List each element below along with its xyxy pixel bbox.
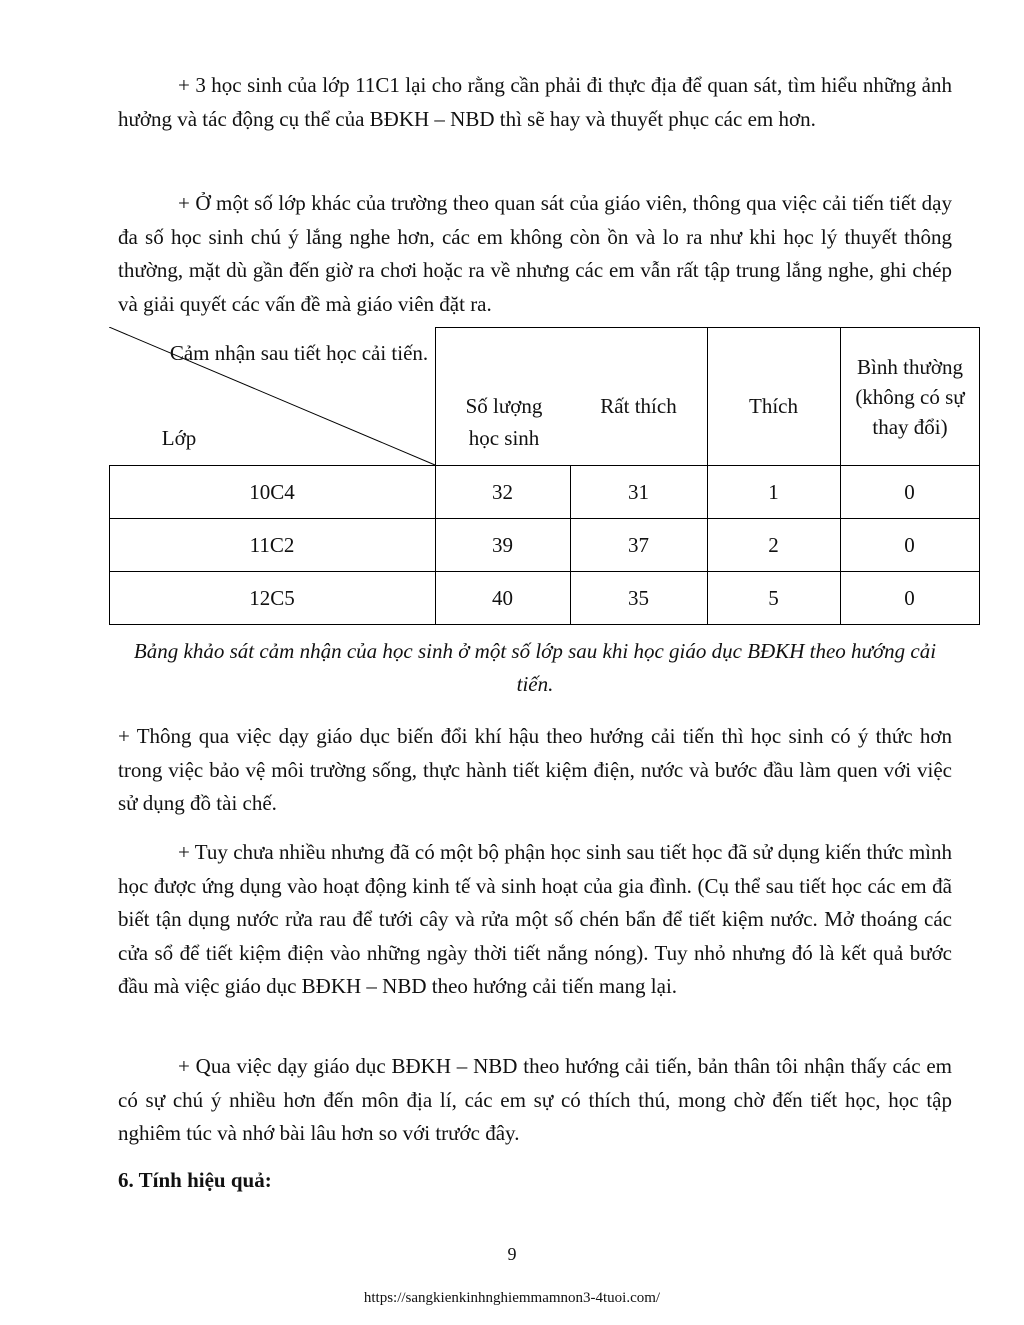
table-caption: Bảng khảo sát cảm nhận của học sinh ở một số lớp sau khi học giáo dục BĐKH theo hướng cải tiến.	[133, 639, 937, 696]
table-cell-normal: 0	[904, 585, 915, 610]
paragraph-3: + Thông qua việc dạy giáo dục biến đổi khí hậu theo hướng cải tiến thì học sinh có ý thức hơn trong việc bảo vệ môi trường sống, thực hành tiết kiệm điện, nước và bước đầu làm quen với việc sử dụng đồ tài chế.	[118, 724, 952, 815]
table-cell-like: 5	[768, 585, 779, 610]
paragraph-2: + Ở một số lớp khác của trường theo quan sát của giáo viên, thông qua việc cải tiến tiết dạy đa số học sinh chú ý lắng nghe hơn, các em không còn ồn và lo ra như khi học lý thuyết thông thường, mặt dù gần đến giờ ra chơi hoặc ra về nhưng các em vẫn rất tập trung lắng nghe, ghi chép và giải quyết các vấn đề mà giáo viên đặt ra.	[118, 191, 952, 316]
table-border-bottom	[109, 624, 980, 625]
page-number: 9	[507, 1244, 517, 1264]
table-cell-very-like: 31	[628, 479, 649, 504]
table-cell-lop: 10C4	[249, 479, 295, 504]
footer-url: https://sangkienkinhnghiemmamnon3-4tuoi.com/	[363, 1290, 661, 1306]
header-normal	[843, 337, 977, 457]
paragraph-5: + Qua việc dạy giáo dục BĐKH – NBD theo hướng cải tiến, bản thân tôi nhận thấy các em có sự chú ý nhiều hơn đến môn địa lí, các em sự có thích thú, mong chờ đến tiết học, học tập nghiêm túc và nhớ bài lâu hơn so với trước đây.	[118, 1054, 952, 1145]
table-cell-like: 2	[768, 532, 779, 557]
survey-table	[109, 327, 980, 624]
table-cell-very-like: 37	[628, 532, 649, 557]
header-feeling-label: Cảm nhận sau tiết học cải tiến.	[169, 341, 429, 365]
table-cell-like: 1	[768, 479, 779, 504]
table-cell-lop: 12C5	[249, 585, 295, 610]
paragraph-4: + Tuy chưa nhiều nhưng đã có một bộ phận học sinh sau tiết học đã sử dụng kiến thức mình học được ứng dụng vào hoạt động kinh tế và sinh hoạt của gia đình. (Cụ thể sau tiết học các em đã biết tận dụng nước rửa rau để tưới cây và rửa một số chén bẩn để tiết kiệm nước. Mở thoáng các cửa sổ để tiết kiệm điện vào những ngày thời tiết nắng nóng). Tuy nhỏ nhưng đó là kết quả bước đầu mà việc giáo dục BĐKH – NBD theo hướng cải tiến mang lại.	[118, 840, 952, 998]
table-cell-lop: 11C2	[249, 532, 295, 557]
header-like: Thích	[749, 393, 798, 418]
table-cell-normal: 0	[904, 479, 915, 504]
table-border-right	[979, 327, 980, 624]
header-normal-text: Bình thường (không có sự thay đổi)	[855, 355, 965, 439]
header-student-count: Số lượng học sinh	[465, 394, 543, 450]
section-heading: 6. Tính hiệu quả:	[118, 1168, 272, 1192]
table-cell-count: 39	[492, 532, 513, 557]
table-cell-very-like: 35	[628, 585, 649, 610]
table-cell-count: 40	[492, 585, 513, 610]
table-cell-normal: 0	[904, 532, 915, 557]
header-very-like: Rất thích	[600, 393, 677, 418]
header-class-label: Lớp	[161, 426, 197, 450]
paragraph-1: + 3 học sinh của lớp 11C1 lại cho rằng cần phải đi thực địa để quan sát, tìm hiểu những ảnh hưởng và tác động cụ thể của BĐKH – NBD thì sẽ hay và thuyết phục các em hơn.	[118, 73, 952, 131]
table-cell-count: 32	[492, 479, 513, 504]
